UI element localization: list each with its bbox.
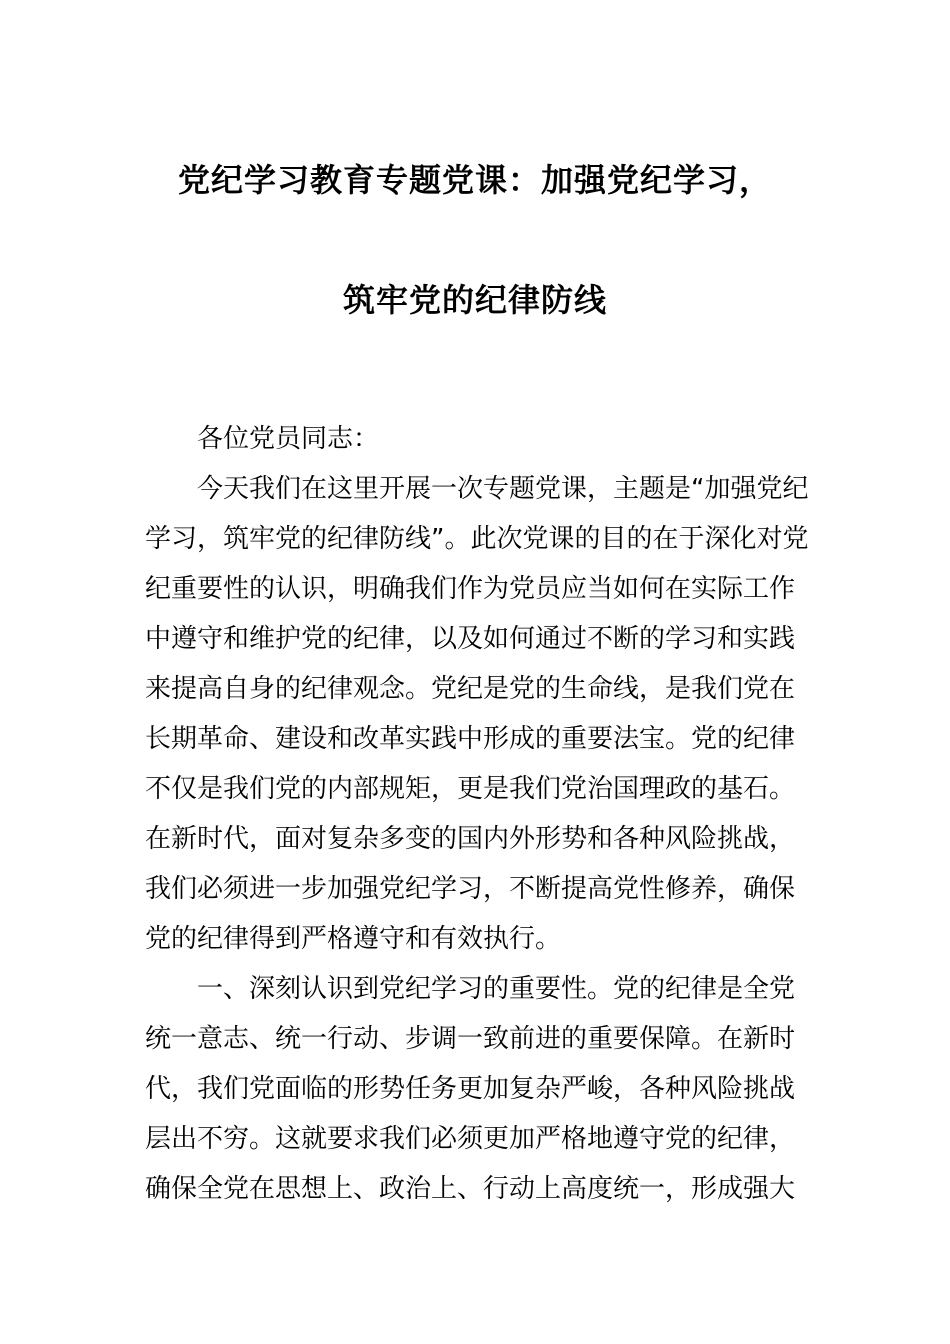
paragraph-1-line: 今天我们在这里开展一次专题党课，主题是“加强党纪 — [197, 474, 809, 504]
paragraph-1-line: 我们必须进一步加强党纪学习，不断提高党性修养，确保 — [145, 874, 796, 904]
paragraph-1-line: 学习，筑牢党的纪律防线”。此次党课的目的在于深化对党 — [145, 524, 809, 554]
paragraph-1-line: 纪重要性的认识，明确我们作为党员应当如何在实际工作 — [145, 574, 796, 604]
paragraph-2-line: 代，我们党面临的形势任务更加复杂严峻，各种风险挑战 — [145, 1074, 796, 1104]
paragraph-1-line: 来提高自身的纪律观念。党纪是党的生命线，是我们党在 — [145, 674, 796, 704]
paragraph-2-line: 确保全党在思想上、政治上、行动上高度统一，形成强大 — [145, 1174, 796, 1204]
paragraph-1-line: 在新时代，面对复杂多变的国内外形势和各种风险挑战， — [145, 824, 796, 854]
paragraph-2-line: 统一意志、统一行动、步调一致前进的重要保障。在新时 — [145, 1024, 796, 1054]
greeting-line: 各位党员同志： — [197, 424, 380, 454]
paragraph-2-line: 层出不穷。这就要求我们必须更加严格地遵守党的纪律， — [145, 1124, 796, 1154]
paragraph-1-line: 党的纪律得到严格遵守和有效执行。 — [145, 924, 562, 954]
document-body — [145, 414, 810, 1214]
paragraph-1-line: 中遵守和维护党的纪律，以及如何通过不断的学习和实践 — [145, 624, 796, 654]
paragraph-2-line: 一、深刻认识到党纪学习的重要性。党的纪律是全党 — [197, 974, 796, 1004]
document-title-line-1: 党纪学习教育专题党课：加强党纪学习， — [177, 161, 772, 199]
paragraph-1-line: 长期革命、建设和改革实践中形成的重要法宝。党的纪律 — [145, 724, 796, 754]
paragraph-1-line: 不仅是我们党的内部规矩，更是我们党治国理政的基石。 — [145, 774, 796, 804]
document-title-line-2: 筑牢党的纪律防线 — [342, 281, 607, 319]
